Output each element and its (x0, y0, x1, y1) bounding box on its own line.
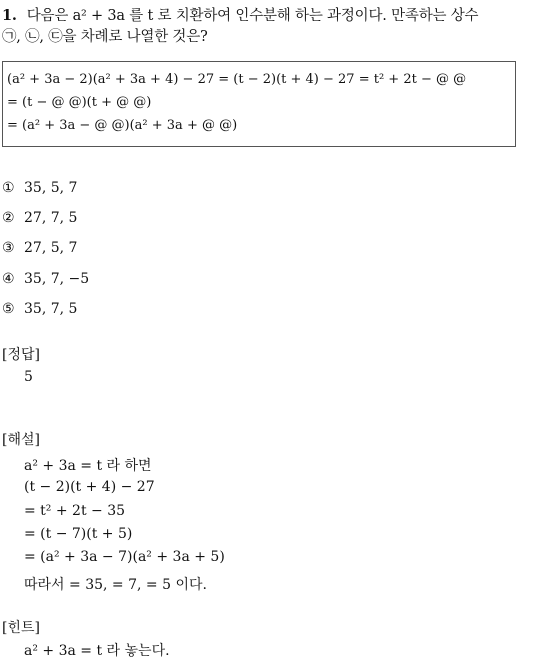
explanation-line-3: = t² + 2t − 35 (24, 503, 126, 519)
option-text: 35, 7, 5 (24, 301, 78, 317)
question-line-1 (2, 4, 478, 25)
answer-value: 5 (24, 369, 33, 385)
explanation-line-4: = (t − 7)(t + 5) (24, 526, 133, 542)
explanation-label: [해설] (2, 432, 40, 448)
option-2[interactable] (2, 210, 77, 226)
option-4[interactable] (2, 271, 89, 287)
option-mark: ② (2, 210, 15, 226)
option-mark: ④ (2, 271, 15, 287)
option-text: 35, 7, −5 (24, 271, 90, 287)
option-mark: ① (2, 180, 15, 196)
option-mark: ③ (2, 240, 15, 256)
question-text: 다음은 a² + 3a 를 t 로 치환하여 인수분해 하는 과정이다. 만족하는 상수 (26, 8, 479, 24)
work-box (2, 61, 516, 147)
work-line-2: = (t − @ @)(t + @ @) (7, 95, 152, 110)
question-line-2: ㉠, ㉡, ㉢을 차례로 나열한 것은? (2, 29, 208, 45)
work-line-3: = (a² + 3a − @ @)(a² + 3a + @ @) (7, 118, 238, 133)
explanation-line-1: a² + 3a = t 라 하면 (24, 458, 152, 474)
work-line-1: (a² + 3a − 2)(a² + 3a + 4) − 27 = (t − 2)(t + 4) − 27 = t² + 2t − @ @ (7, 72, 467, 87)
explanation-line-6: 따라서 = 35, = 7, = 5 이다. (24, 577, 207, 593)
explanation-line-2: (t − 2)(t + 4) − 27 (24, 479, 155, 495)
option-3[interactable] (2, 240, 77, 256)
option-5[interactable] (2, 301, 77, 317)
explanation-line-5: = (a² + 3a − 7)(a² + 3a + 5) (24, 549, 225, 565)
option-mark: ⑤ (2, 301, 15, 317)
question-number: 1. (2, 7, 17, 24)
option-text: 35, 5, 7 (24, 180, 78, 196)
option-text: 27, 7, 5 (24, 210, 78, 226)
hint-label: [힌트] (2, 620, 40, 636)
hint-line: a² + 3a = t 라 놓는다. (24, 643, 170, 659)
answer-label: [정답] (2, 347, 40, 363)
option-1[interactable] (2, 180, 77, 196)
option-text: 27, 5, 7 (24, 240, 78, 256)
